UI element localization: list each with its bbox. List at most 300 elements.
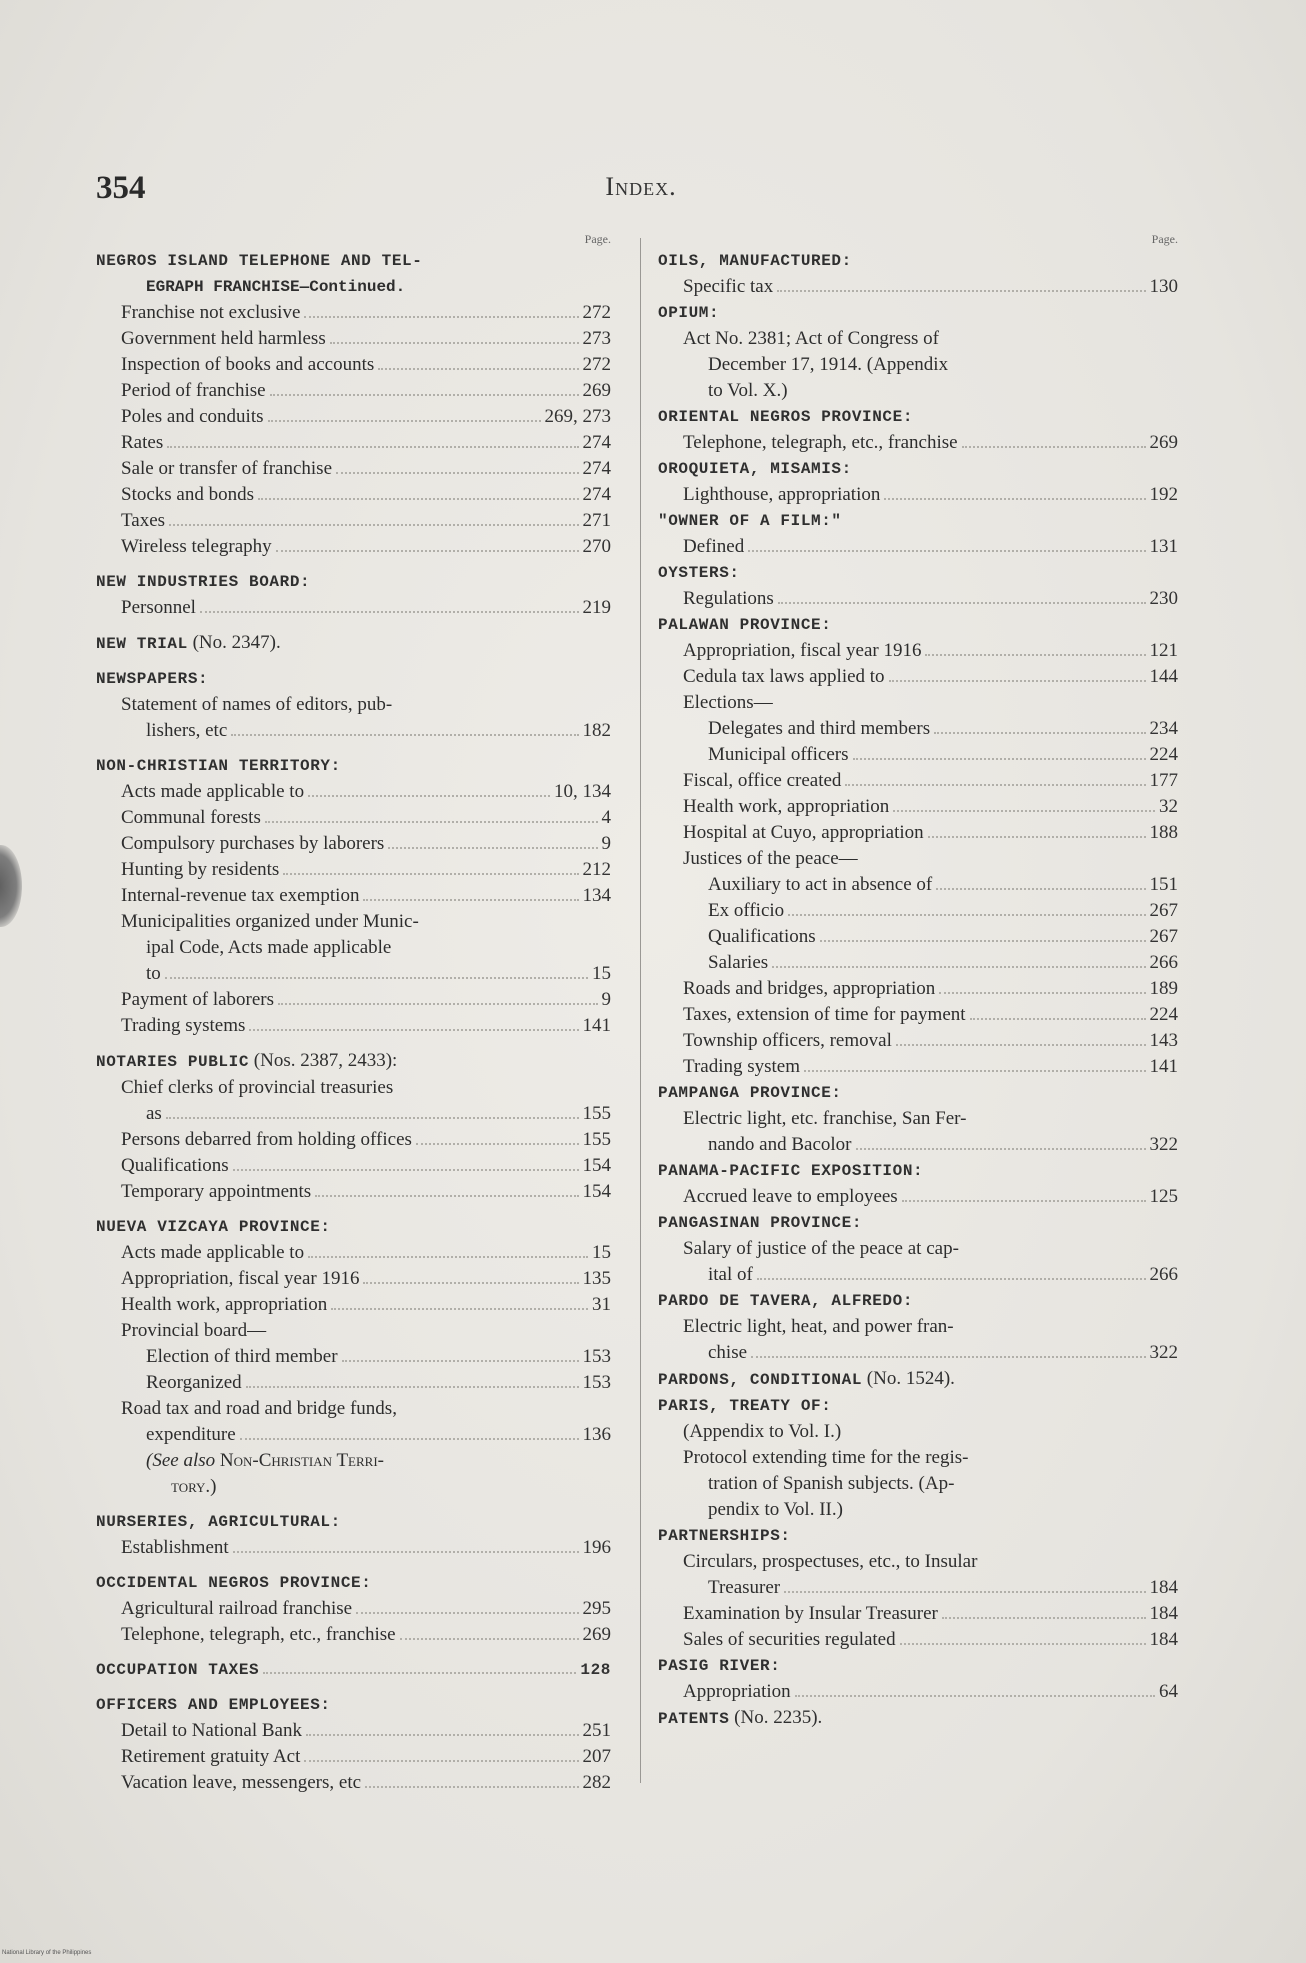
page-reference: 269, 273 bbox=[544, 406, 611, 427]
dot-leader bbox=[804, 1070, 1145, 1072]
index-entry bbox=[658, 534, 1178, 560]
entry-text: Personnel bbox=[121, 597, 196, 618]
index-entry bbox=[658, 742, 1178, 768]
index-entry bbox=[658, 1575, 1178, 1601]
index-heading bbox=[96, 248, 611, 274]
page-reference: 10, 134 bbox=[554, 781, 611, 802]
index-entry bbox=[658, 976, 1178, 1002]
index-entry bbox=[658, 1236, 1178, 1262]
entry-text: Municipalities organized under Munic- bbox=[121, 911, 419, 932]
entry-text: to bbox=[146, 963, 161, 984]
index-entry bbox=[96, 1622, 611, 1648]
page-reference: 230 bbox=[1149, 588, 1178, 609]
dot-leader bbox=[795, 1695, 1155, 1697]
entry-text: Hunting by residents bbox=[121, 859, 280, 880]
entry-text: as bbox=[146, 1103, 162, 1124]
index-entry bbox=[96, 1179, 611, 1205]
page-reference: 189 bbox=[1149, 978, 1178, 999]
entry-text: Ex officio bbox=[708, 900, 785, 921]
entry-text: Cedula tax laws applied to bbox=[683, 666, 885, 687]
entry-text: tration of Spanish subjects. (Ap- bbox=[708, 1473, 955, 1494]
page-reference: 224 bbox=[1149, 1004, 1178, 1025]
entry-text: Protocol extending time for the regis- bbox=[683, 1447, 969, 1468]
dot-leader bbox=[167, 446, 578, 448]
index-entry bbox=[658, 690, 1178, 716]
page-reference: 32 bbox=[1159, 796, 1178, 817]
index-entry bbox=[658, 924, 1178, 950]
index-entry bbox=[96, 1535, 611, 1561]
entry-text: PASIG RIVER: bbox=[658, 1657, 781, 1675]
index-entry bbox=[96, 1718, 611, 1744]
index-entry bbox=[96, 1344, 611, 1370]
index-entry bbox=[96, 1101, 611, 1127]
entry-text: Retirement gratuity Act bbox=[121, 1746, 301, 1767]
page-reference: 151 bbox=[1149, 874, 1178, 895]
entry-text: Telephone, telegraph, etc., franchise bbox=[683, 432, 958, 453]
index-entry bbox=[96, 987, 611, 1013]
dot-leader bbox=[166, 1117, 579, 1119]
entry-text: Payment of laborers bbox=[121, 989, 275, 1010]
page-reference: 134 bbox=[582, 885, 611, 906]
dot-leader bbox=[416, 1143, 579, 1145]
entry-text: Reorganized bbox=[146, 1372, 242, 1393]
page-reference: 234 bbox=[1149, 718, 1178, 739]
entry-text: Appropriation bbox=[683, 1681, 791, 1702]
dot-leader bbox=[276, 550, 579, 552]
index-entry bbox=[658, 1340, 1178, 1366]
dot-leader bbox=[784, 1591, 1145, 1593]
index-entry bbox=[658, 794, 1178, 820]
index-entry bbox=[658, 1419, 1178, 1445]
dot-leader bbox=[788, 914, 1145, 916]
dot-leader bbox=[902, 1200, 1146, 1202]
index-heading bbox=[658, 1080, 1178, 1106]
dot-leader bbox=[889, 680, 1146, 682]
index-heading bbox=[658, 1158, 1178, 1184]
page-reference: 136 bbox=[582, 1424, 611, 1445]
entry-note: (No. 1524). bbox=[862, 1368, 955, 1389]
entry-text: Detail to National Bank bbox=[121, 1720, 302, 1741]
dot-leader bbox=[884, 498, 1145, 500]
index-heading bbox=[658, 508, 1178, 534]
entry-text: nando and Bacolor bbox=[708, 1134, 852, 1155]
entry-text: Trading systems bbox=[121, 1015, 246, 1036]
entry-text: Delegates and third members bbox=[708, 718, 931, 739]
entry-note: (No. 2235). bbox=[729, 1707, 823, 1728]
index-entry bbox=[96, 1474, 611, 1500]
index-entry bbox=[658, 872, 1178, 898]
page-reference: 64 bbox=[1159, 1681, 1178, 1702]
page-reference: 274 bbox=[582, 458, 611, 479]
entry-text: Persons debarred from holding offices bbox=[121, 1129, 412, 1150]
page-reference: 15 bbox=[592, 963, 611, 984]
entry-text: Establishment bbox=[121, 1537, 229, 1558]
index-entry bbox=[658, 430, 1178, 456]
entry-text: OPIUM: bbox=[658, 304, 720, 322]
index-entry bbox=[96, 378, 611, 404]
index-entry bbox=[96, 831, 611, 857]
dot-leader bbox=[304, 316, 578, 318]
entry-text: Acts made applicable to bbox=[121, 1242, 305, 1263]
entry-text: Election of third member bbox=[146, 1346, 338, 1367]
dot-leader bbox=[962, 446, 1146, 448]
entry-text: NURSERIES, AGRICULTURAL: bbox=[96, 1513, 341, 1531]
entry-text: Period of franchise bbox=[121, 380, 266, 401]
page-reference: 267 bbox=[1149, 926, 1178, 947]
entry-text: EGRAPH FRANCHISE—Continued. bbox=[146, 278, 406, 296]
entry-text: NON-CHRISTIAN TERRITORY: bbox=[96, 757, 341, 775]
index-entry bbox=[96, 1370, 611, 1396]
index-column-right bbox=[658, 232, 1178, 1732]
index-heading bbox=[96, 1509, 611, 1535]
dot-leader bbox=[258, 498, 579, 500]
page-reference: 270 bbox=[582, 536, 611, 557]
page-reference: 130 bbox=[1149, 276, 1178, 297]
entry-text: OYSTERS: bbox=[658, 564, 740, 582]
index-entry bbox=[658, 768, 1178, 794]
index-entry bbox=[96, 1266, 611, 1292]
dot-leader bbox=[845, 784, 1145, 786]
index-heading bbox=[96, 1048, 611, 1075]
entry-text: Hospital at Cuyo, appropriation bbox=[683, 822, 924, 843]
dot-leader bbox=[856, 1148, 1146, 1150]
index-entry bbox=[658, 664, 1178, 690]
page-column-label: Page. bbox=[1151, 232, 1178, 246]
entry-text: lishers, etc bbox=[146, 720, 228, 741]
index-heading bbox=[658, 1366, 1178, 1393]
index-entry bbox=[96, 692, 611, 718]
dot-leader bbox=[772, 966, 1145, 968]
index-entry bbox=[658, 1679, 1178, 1705]
page-reference: 274 bbox=[582, 432, 611, 453]
index-entry bbox=[658, 846, 1178, 872]
dot-leader bbox=[240, 1438, 579, 1440]
entry-text: tory.) bbox=[171, 1476, 217, 1497]
index-heading bbox=[658, 456, 1178, 482]
page-reference: 15 bbox=[592, 1242, 611, 1263]
entry-text: Trading system bbox=[683, 1056, 801, 1077]
entry-text: Salary of justice of the peace at cap- bbox=[683, 1238, 959, 1259]
page-reference: 184 bbox=[1149, 1629, 1178, 1650]
page-reference: 131 bbox=[1149, 536, 1178, 557]
index-entry bbox=[658, 352, 1178, 378]
dot-leader bbox=[200, 611, 579, 613]
index-heading bbox=[96, 569, 611, 595]
index-entry bbox=[96, 1448, 611, 1474]
index-entry bbox=[96, 1153, 611, 1179]
page-reference: 121 bbox=[1149, 640, 1178, 661]
index-entry bbox=[658, 1497, 1178, 1523]
entry-text: Township officers, removal bbox=[683, 1030, 892, 1051]
dot-leader bbox=[853, 758, 1146, 760]
column-divider bbox=[640, 238, 641, 1783]
index-entry bbox=[658, 1184, 1178, 1210]
index-entry bbox=[658, 482, 1178, 508]
dot-leader bbox=[900, 1643, 1146, 1645]
entry-text: NEW INDUSTRIES BOARD: bbox=[96, 573, 311, 591]
page-reference: 141 bbox=[1149, 1056, 1178, 1077]
index-entry bbox=[96, 961, 611, 987]
entry-text: Fiscal, office created bbox=[683, 770, 842, 791]
dot-leader bbox=[233, 1551, 579, 1553]
dot-leader bbox=[388, 847, 597, 849]
entry-text: Specific tax bbox=[683, 276, 774, 297]
entry-text: Municipal officers bbox=[708, 744, 849, 765]
dot-leader bbox=[751, 1356, 1145, 1358]
entry-text: Salaries bbox=[708, 952, 769, 973]
index-entry bbox=[96, 595, 611, 621]
page-reference: 269 bbox=[582, 1624, 611, 1645]
page-reference: 177 bbox=[1149, 770, 1178, 791]
page-reference: 196 bbox=[582, 1537, 611, 1558]
entry-text: Wireless telegraphy bbox=[121, 536, 272, 557]
entry-text: Inspection of books and accounts bbox=[121, 354, 375, 375]
entry-text: ital of bbox=[708, 1264, 753, 1285]
entry-text: Regulations bbox=[683, 588, 774, 609]
page-reference: 219 bbox=[582, 597, 611, 618]
dot-leader bbox=[330, 342, 579, 344]
index-heading bbox=[96, 630, 611, 657]
dot-leader bbox=[268, 420, 541, 422]
index-entry bbox=[96, 1292, 611, 1318]
page-reference: 135 bbox=[582, 1268, 611, 1289]
index-entry bbox=[96, 508, 611, 534]
dot-leader bbox=[757, 1278, 1146, 1280]
entry-text: PANAMA-PACIFIC EXPOSITION: bbox=[658, 1162, 924, 1180]
entry-text: Statement of names of editors, pub- bbox=[121, 694, 393, 715]
entry-text: PANGASINAN PROVINCE: bbox=[658, 1214, 863, 1232]
page-reference: 274 bbox=[582, 484, 611, 505]
dot-leader bbox=[939, 992, 1145, 994]
entry-text: NEGROS ISLAND TELEPHONE AND TEL- bbox=[96, 252, 423, 270]
entry-text: Treasurer bbox=[708, 1577, 781, 1598]
entry-text: Electric light, heat, and power fran- bbox=[683, 1316, 954, 1337]
index-heading bbox=[96, 1657, 611, 1683]
index-heading bbox=[658, 560, 1178, 586]
index-entry bbox=[658, 820, 1178, 846]
page-reference: 31 bbox=[592, 1294, 611, 1315]
entry-gap bbox=[96, 657, 611, 666]
dot-leader bbox=[778, 602, 1146, 604]
entry-text: expenditure bbox=[146, 1424, 236, 1445]
dot-leader bbox=[748, 550, 1145, 552]
index-entry bbox=[96, 1744, 611, 1770]
entry-text: Qualifications bbox=[121, 1155, 229, 1176]
page-reference: 272 bbox=[582, 354, 611, 375]
dot-leader bbox=[925, 654, 1145, 656]
index-entry bbox=[96, 857, 611, 883]
dot-leader bbox=[315, 1195, 578, 1197]
entry-text: Provincial board— bbox=[121, 1320, 267, 1341]
index-entry bbox=[96, 274, 611, 300]
entry-text: Internal-revenue tax exemption bbox=[121, 885, 360, 906]
entry-text: Sale or transfer of franchise bbox=[121, 458, 333, 479]
dot-leader bbox=[936, 888, 1145, 890]
entry-text: Qualifications bbox=[708, 926, 816, 947]
entry-text: December 17, 1914. (Appendix bbox=[708, 354, 949, 375]
index-entry bbox=[96, 352, 611, 378]
entry-text: Franchise not exclusive bbox=[121, 302, 301, 323]
page-reference: 141 bbox=[582, 1015, 611, 1036]
dot-leader bbox=[934, 732, 1145, 734]
index-entry bbox=[96, 909, 611, 935]
dot-leader bbox=[777, 290, 1145, 292]
index-entry bbox=[658, 1549, 1178, 1575]
index-entry bbox=[96, 718, 611, 744]
index-column-left bbox=[96, 232, 611, 1796]
entry-text: NUEVA VIZCAYA PROVINCE: bbox=[96, 1218, 331, 1236]
dot-leader bbox=[365, 1786, 578, 1788]
dot-leader bbox=[893, 810, 1155, 812]
page-header bbox=[96, 170, 1186, 220]
page-reference: 154 bbox=[582, 1181, 611, 1202]
entry-text: Non-Christian Terri- bbox=[219, 1450, 384, 1471]
entry-gap bbox=[96, 560, 611, 569]
dot-leader bbox=[378, 368, 578, 370]
index-entry bbox=[96, 326, 611, 352]
index-entry bbox=[96, 534, 611, 560]
entry-gap bbox=[96, 1205, 611, 1214]
entry-text: ipal Code, Acts made applicable bbox=[146, 937, 392, 958]
page-reference: 192 bbox=[1149, 484, 1178, 505]
page-reference: 207 bbox=[582, 1746, 611, 1767]
dot-leader bbox=[356, 1612, 578, 1614]
entry-gap bbox=[96, 1683, 611, 1692]
index-heading bbox=[658, 1523, 1178, 1549]
page-title: Index. bbox=[605, 172, 677, 201]
index-entry bbox=[658, 1028, 1178, 1054]
index-entry bbox=[658, 1601, 1178, 1627]
index-entry bbox=[658, 716, 1178, 742]
see-also-label: (See also bbox=[146, 1450, 216, 1471]
dot-leader bbox=[363, 1282, 578, 1284]
page-reference: 128 bbox=[580, 1661, 611, 1679]
page-reference: 184 bbox=[1149, 1603, 1178, 1624]
dot-leader bbox=[306, 1734, 579, 1736]
index-entry bbox=[658, 898, 1178, 924]
dot-leader bbox=[820, 940, 1146, 942]
index-heading bbox=[658, 612, 1178, 638]
page-reference: 153 bbox=[582, 1346, 611, 1367]
dot-leader bbox=[165, 977, 588, 979]
page-reference: 266 bbox=[1149, 952, 1178, 973]
index-entry bbox=[658, 1314, 1178, 1340]
index-entry bbox=[96, 482, 611, 508]
page-reference: 4 bbox=[601, 807, 611, 828]
page-reference: 125 bbox=[1149, 1186, 1178, 1207]
entry-text: NOTARIES PUBLIC bbox=[96, 1053, 250, 1071]
index-entry bbox=[96, 404, 611, 430]
index-entry bbox=[96, 1596, 611, 1622]
page-reference: 212 bbox=[582, 859, 611, 880]
entry-text: Auxiliary to act in absence of bbox=[708, 874, 933, 895]
index-entry bbox=[96, 1127, 611, 1153]
page-reference: 155 bbox=[582, 1103, 611, 1124]
entry-text: Roads and bridges, appropriation bbox=[683, 978, 936, 999]
page-reference: 322 bbox=[1149, 1134, 1178, 1155]
index-heading bbox=[658, 1288, 1178, 1314]
dot-leader bbox=[304, 1760, 578, 1762]
entry-text: PATENTS bbox=[658, 1710, 730, 1728]
entry-text: OCCUPATION TAXES bbox=[96, 1661, 260, 1679]
entry-text: Chief clerks of provincial treasuries bbox=[121, 1077, 394, 1098]
dot-leader bbox=[942, 1617, 1146, 1619]
index-entry bbox=[658, 638, 1178, 664]
entry-text: Temporary appointments bbox=[121, 1181, 312, 1202]
page-reference: 272 bbox=[582, 302, 611, 323]
entry-text: Government held harmless bbox=[121, 328, 326, 349]
entry-text: OILS, MANUFACTURED: bbox=[658, 252, 852, 270]
page-reference: 295 bbox=[582, 1598, 611, 1619]
page-reference: 322 bbox=[1149, 1342, 1178, 1363]
entry-text: Vacation leave, messengers, etc bbox=[121, 1772, 362, 1793]
dot-leader bbox=[336, 472, 578, 474]
entry-gap bbox=[96, 1648, 611, 1657]
dot-leader bbox=[363, 899, 578, 901]
dot-leader bbox=[308, 795, 550, 797]
dot-leader bbox=[342, 1360, 579, 1362]
page-reference: 9 bbox=[601, 989, 611, 1010]
entry-text: Accrued leave to employees bbox=[683, 1186, 898, 1207]
index-heading bbox=[658, 1210, 1178, 1236]
entry-gap bbox=[96, 744, 611, 753]
index-entry bbox=[96, 935, 611, 961]
page-reference: 271 bbox=[582, 510, 611, 531]
entry-text: Acts made applicable to bbox=[121, 781, 305, 802]
index-heading bbox=[658, 300, 1178, 326]
page-reference: 273 bbox=[582, 328, 611, 349]
dot-leader bbox=[169, 524, 578, 526]
entry-text: Elections— bbox=[683, 692, 773, 713]
page-reference: 144 bbox=[1149, 666, 1178, 687]
entry-text: OROQUIETA, MISAMIS: bbox=[658, 460, 852, 478]
page-reference: 153 bbox=[582, 1372, 611, 1393]
entry-text: Health work, appropriation bbox=[121, 1294, 328, 1315]
entry-text: ORIENTAL NEGROS PROVINCE: bbox=[658, 408, 914, 426]
index-entry bbox=[96, 1318, 611, 1344]
page-reference: 282 bbox=[582, 1772, 611, 1793]
page-reference: 269 bbox=[582, 380, 611, 401]
page-column-label: Page. bbox=[584, 232, 611, 246]
entry-text: Road tax and road and bridge funds, bbox=[121, 1398, 397, 1419]
entry-text: Sales of securities regulated bbox=[683, 1629, 896, 1650]
dot-leader bbox=[231, 734, 578, 736]
ink-blot bbox=[0, 845, 22, 927]
index-entry bbox=[658, 378, 1178, 404]
page-reference: 182 bbox=[582, 720, 611, 741]
index-entry bbox=[658, 1054, 1178, 1080]
entry-text: Stocks and bonds bbox=[121, 484, 254, 505]
entry-text: PAMPANGA PROVINCE: bbox=[658, 1084, 842, 1102]
entry-text: PALAWAN PROVINCE: bbox=[658, 616, 832, 634]
page-reference: 184 bbox=[1149, 1577, 1178, 1598]
index-heading bbox=[658, 1705, 1178, 1732]
entry-gap bbox=[96, 1500, 611, 1509]
entry-text: Examination by Insular Treasurer bbox=[683, 1603, 938, 1624]
page-reference: 188 bbox=[1149, 822, 1178, 843]
entry-text: Taxes bbox=[121, 510, 166, 531]
page-reference: 251 bbox=[582, 1720, 611, 1741]
entry-text: pendix to Vol. II.) bbox=[708, 1499, 843, 1520]
entry-text: Health work, appropriation bbox=[683, 796, 890, 817]
index-entry bbox=[96, 1240, 611, 1266]
index-entry bbox=[658, 1262, 1178, 1288]
page-reference: 224 bbox=[1149, 744, 1178, 765]
index-entry bbox=[96, 430, 611, 456]
page-reference: 9 bbox=[601, 833, 611, 854]
entry-text: OCCIDENTAL NEGROS PROVINCE: bbox=[96, 1574, 372, 1592]
page-reference: 155 bbox=[582, 1129, 611, 1150]
